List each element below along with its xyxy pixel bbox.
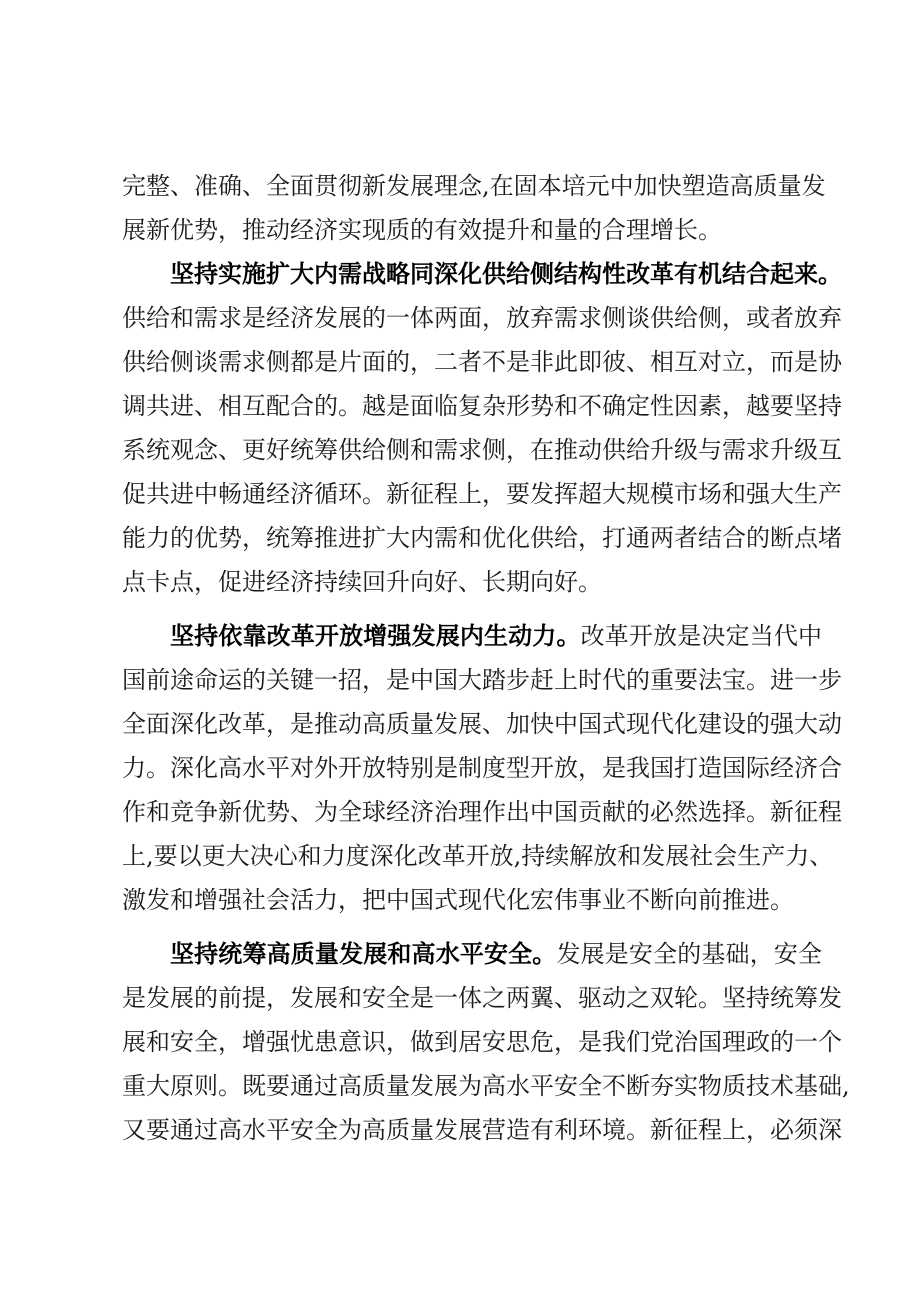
- paragraph-heading: 坚持依靠改革开放增强发展内生动力。: [170, 621, 581, 650]
- paragraph-first-line: [170, 934, 822, 974]
- text-line: 能力的优势，统筹推进扩大内需和优化供给，打通两者结合的断点堵: [122, 524, 842, 552]
- text-line: 促共进中畅通经济循环。新征程上，要发挥超大规模市场和强大生产: [122, 480, 842, 508]
- paragraph-first-line: [170, 616, 822, 656]
- text-line: 重大原则。既要通过高质量发展为高水平安全不断夯实物质技术基础,: [122, 1072, 850, 1100]
- paragraph-text: 改革开放是决定当代中: [580, 622, 823, 650]
- text-line: 上,要以更大决心和力度深化改革开放,持续解放和发展社会生产力、: [122, 842, 834, 870]
- text-line: 全面深化改革，是推动高质量发展、加快中国式现代化建设的强大动: [122, 710, 842, 738]
- paragraph-text: 发展是安全的基础，安全: [556, 940, 823, 968]
- text-line: 供给侧谈需求侧都是片面的，二者不是非此即彼、相互对立，而是协: [122, 348, 842, 376]
- text-line: 又要通过高水平安全为高质量发展营造有利环境。新征程上，必须深: [122, 1116, 842, 1144]
- text-line: 系统观念、更好统筹供给侧和需求侧，在推动供给升级与需求升级互: [122, 436, 842, 464]
- text-line: 调共进、相互配合的。越是面临复杂形势和不确定性因素，越要坚持: [122, 392, 842, 420]
- text-line: 完整、准确、全面贯彻新发展理念,在固本培元中加快塑造高质量发: [122, 172, 826, 200]
- text-line: 展和安全，增强忧患意识，做到居安思危，是我们党治国理政的一个: [122, 1028, 842, 1056]
- paragraph-heading: 坚持统筹高质量发展和高水平安全。: [170, 939, 557, 968]
- text-line: 展新优势，推动经济实现质的有效提升和量的合理增长。: [122, 216, 722, 244]
- paragraph-heading: 坚持实施扩大内需战略同深化供给侧结构性改革有机结合起来。: [170, 259, 842, 288]
- text-line: 点卡点，促进经济持续回升向好、长期向好。: [122, 568, 602, 596]
- text-line: 供给和需求是经济发展的一体两面，放弃需求侧谈供给侧，或者放弃: [122, 304, 842, 332]
- text-line: 激发和增强社会活力，把中国式现代化宏伟事业不断向前推进。: [122, 886, 794, 914]
- text-line: 作和竞争新优势、为全球经济治理作出中国贡献的必然选择。新征程: [122, 798, 842, 826]
- text-line: 国前途命运的关键一招，是中国大踏步赶上时代的重要法宝。进一步: [122, 666, 842, 694]
- text-line: 是发展的前提，发展和安全是一体之两翼、驱动之双轮。坚持统筹发: [122, 984, 842, 1012]
- text-line: 力。深化高水平对外开放特别是制度型开放，是我国打造国际经济合: [122, 754, 842, 782]
